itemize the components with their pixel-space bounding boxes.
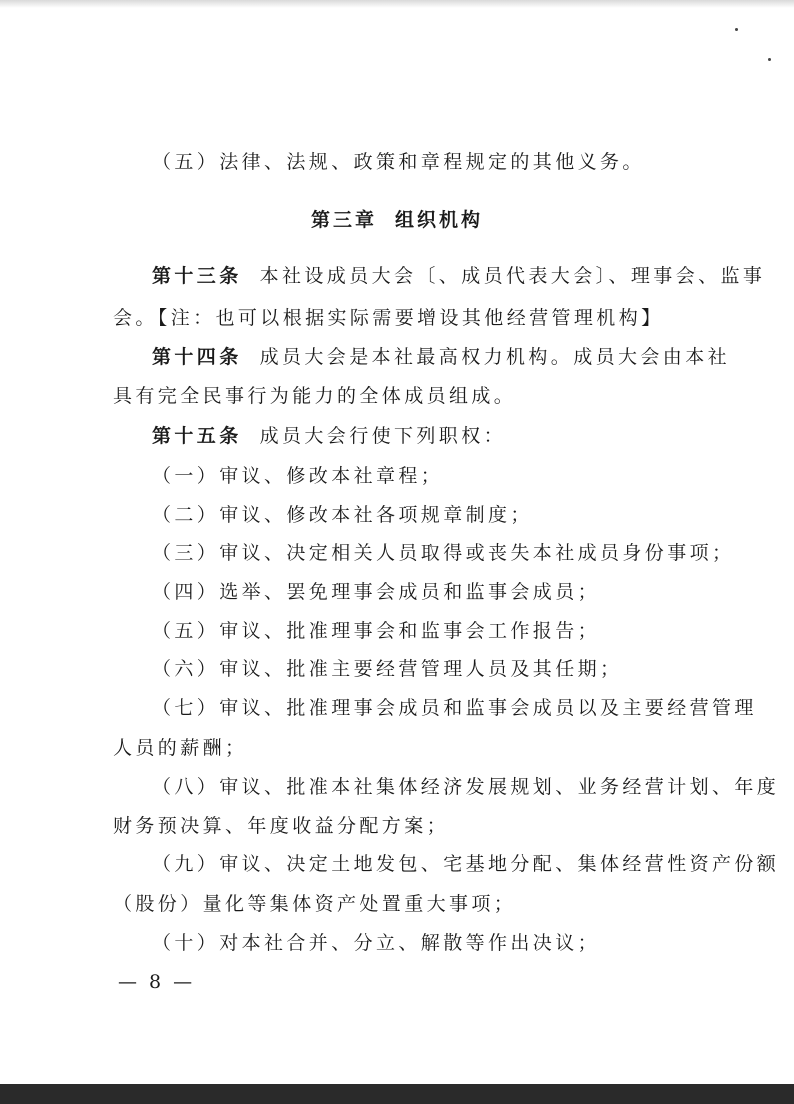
clause-line-cont: 财务预决算、年度收益分配方案； bbox=[113, 815, 450, 837]
clause-line: （四）选举、罢免理事会成员和监事会成员； bbox=[152, 581, 601, 603]
clause-line: （一）审议、修改本社章程； bbox=[152, 465, 444, 487]
scan-speck bbox=[768, 58, 771, 61]
clause-line: （五）法律、法规、政策和章程规定的其他义务。 bbox=[152, 151, 645, 173]
article-15-line bbox=[152, 424, 506, 448]
article-13-label: 第十三条 bbox=[152, 265, 242, 287]
article-14-label: 第十四条 bbox=[152, 346, 242, 368]
clause-line-cont: （股份）量化等集体资产处置重大事项； bbox=[113, 893, 517, 915]
clause-line: （六）审议、批准主要经营管理人员及其任期； bbox=[152, 658, 623, 680]
chapter-number: 第三章 bbox=[310, 209, 377, 231]
clause-line-cont: 人员的薪酬； bbox=[113, 737, 248, 759]
scan-shadow-top bbox=[0, 0, 794, 8]
article-13-text: 本社设成员大会〔、成员代表大会〕、理事会、监事 bbox=[259, 265, 766, 287]
clause-line: （八）审议、批准本社集体经济发展规划、业务经营计划、年度 bbox=[152, 776, 780, 798]
clause-line: （五）审议、批准理事会和监事会工作报告； bbox=[152, 620, 601, 642]
scan-shadow-bottom bbox=[0, 1084, 794, 1104]
clause-line: （七）审议、批准理事会成员和监事会成员以及主要经营管理 bbox=[152, 697, 757, 719]
clause-line: （三）审议、决定相关人员取得或丧失本社成员身份事项； bbox=[152, 542, 735, 564]
article-14-line bbox=[152, 345, 730, 369]
article-15-label: 第十五条 bbox=[152, 425, 242, 447]
article-15-text: 成员大会行使下列职权： bbox=[259, 425, 507, 447]
article-13-line bbox=[152, 264, 765, 288]
chapter-title: 组织机构 bbox=[395, 209, 484, 231]
scan-speck bbox=[735, 28, 738, 31]
article-13-line-2: 会。【注：也可以根据实际需要增设其他经营管理机构】 bbox=[113, 307, 664, 329]
clause-line: （二）审议、修改本社各项规章制度； bbox=[152, 504, 533, 526]
article-14-text: 成员大会是本社最高权力机构。成员大会由本社 bbox=[259, 346, 731, 368]
clause-line: （十）对本社合并、分立、解散等作出决议； bbox=[152, 932, 601, 954]
clause-line: （九）审议、决定土地发包、宅基地分配、集体经营性资产份额 bbox=[152, 853, 780, 875]
page-number: — 8 — bbox=[118, 971, 196, 993]
article-14-line-2: 具有完全民事行为能力的全体成员组成。 bbox=[113, 385, 517, 407]
chapter-heading bbox=[0, 208, 794, 232]
